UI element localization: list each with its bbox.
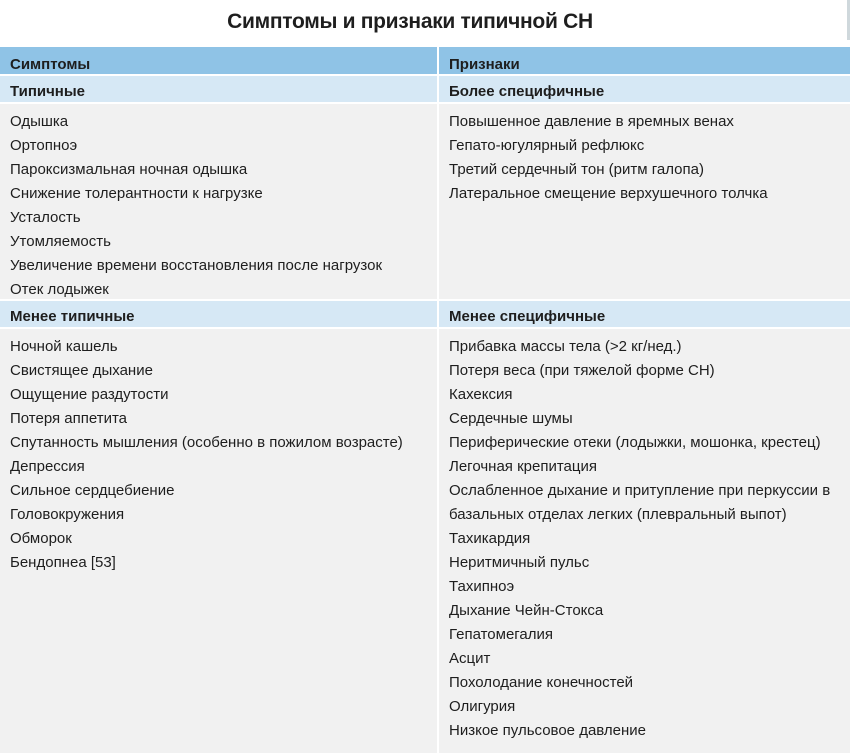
list-item: Потеря веса (при тяжелой форме СН) (449, 362, 715, 379)
subheader-row-less-typical (0, 301, 850, 327)
more-specific-signs-list (439, 104, 850, 299)
list-item: Снижение толерантности к нагрузке (10, 185, 263, 202)
list-item: Похолодание конечностей (449, 674, 634, 691)
list-item: Дыхание Чейн-Стокса (449, 602, 604, 619)
list-item: Кахексия (449, 386, 513, 403)
subheader-more-specific: Более специфичные (439, 76, 850, 102)
list-item: Сердечные шумы (449, 410, 573, 427)
list-item: Прибавка массы тела (>2 кг/нед.) (449, 338, 682, 355)
list-item: Неритмичный пульс (449, 554, 590, 571)
list-item: Ночной кашель (10, 338, 118, 355)
list-item: Утомляемость (10, 233, 111, 250)
list-item: Головокружения (10, 506, 125, 523)
list-item: Потеря аппетита (10, 410, 128, 427)
list-item: Легочная крепитация (449, 458, 597, 475)
list-item: Свистящее дыхание (10, 362, 153, 379)
list-item: Олигурия (449, 698, 516, 715)
list-item: Ослабленное дыхание и притупление при перкуссии в базальных отделах легких (плевральный выпот) (449, 482, 831, 523)
list-item: Латеральное смещение верхушечного толчка (449, 185, 768, 202)
subheader-less-typical: Менее типичные (0, 301, 437, 327)
list-item: Асцит (449, 650, 491, 667)
list-item: Гепатомегалия (449, 626, 554, 643)
list-item: Одышка (10, 113, 69, 130)
less-typical-symptoms-list (0, 329, 437, 753)
list-item: Пароксизмальная ночная одышка (10, 161, 248, 178)
less-specific-signs-list (439, 329, 850, 753)
header-row (0, 47, 850, 74)
list-item: Низкое пульсовое давление (449, 722, 647, 739)
header-signs: Признаки (439, 47, 850, 74)
list-item: Тахипноэ (449, 578, 515, 595)
table-title: Симптомы и признаки типичной СН (227, 10, 593, 33)
list-item: Спутанность мышления (особенно в пожилом возрасте) (10, 434, 403, 451)
subheader-row-typical (0, 76, 850, 102)
body-row-typical (0, 104, 850, 299)
list-item: Повышенное давление в яремных венах (449, 113, 734, 130)
list-item: Третий сердечный тон (ритм галопа) (449, 161, 704, 178)
list-item: Периферические отеки (лодыжки, мошонка, крестец) (449, 434, 821, 451)
list-item: Тахикардия (449, 530, 531, 547)
list-item: Увеличение времени восстановления после нагрузок (10, 257, 383, 274)
subheader-typical: Типичные (0, 76, 437, 102)
typical-symptoms-list (0, 104, 437, 299)
list-item: Усталость (10, 209, 81, 226)
body-row-less-typical (0, 329, 850, 753)
list-item: Отек лодыжек (10, 281, 109, 298)
list-item: Гепато-югулярный рефлюкс (449, 137, 645, 154)
list-item: Депрессия (10, 458, 85, 475)
list-item: Ортопноэ (10, 137, 78, 154)
subheader-less-specific: Менее специфичные (439, 301, 850, 327)
list-item: Бендопнеа [53] (10, 554, 116, 571)
list-item: Сильное сердцебиение (10, 482, 175, 499)
list-item: Ощущение раздутости (10, 386, 169, 403)
list-item: Обморок (10, 530, 72, 547)
header-symptoms: Симптомы (0, 47, 437, 74)
